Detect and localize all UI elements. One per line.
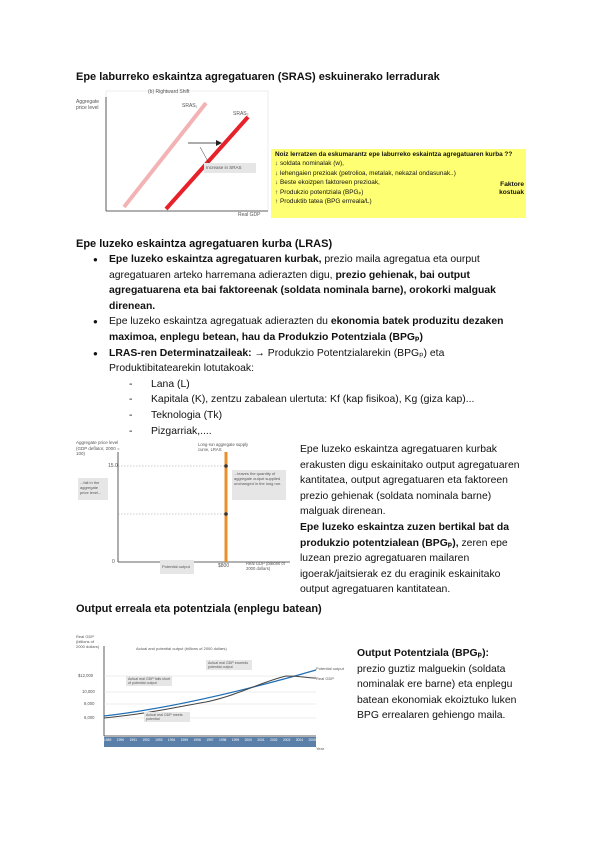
bullet2-text1: Epe luzeko eskaintza agregatuak adierazten du — [109, 316, 331, 328]
lras-bullet-2 — [109, 314, 529, 345]
lras-figure — [76, 440, 294, 578]
sras-plot-area — [106, 91, 268, 211]
year-label: 1998 — [219, 738, 227, 742]
output-title: Output erreala eta potentziala (enplegu batean) — [76, 603, 322, 615]
year-label: 2004 — [295, 738, 304, 742]
lras-y-label: Aggregate price level (GDP deflator, 2000 = 100) — [76, 440, 120, 456]
shift-label: Increase in SRAS — [206, 165, 242, 170]
sras-note-item: ↑ Produkzio potentziala (BPGₚ) — [275, 188, 364, 196]
year-label: 2000 — [244, 738, 252, 742]
year-label: 2001 — [257, 738, 265, 742]
subitem: - Teknologia (Tk) — [129, 408, 529, 424]
annotation-1: Actual real GDP exceeds potential output — [208, 661, 249, 669]
sras-note-item: ↓ lehengaien prezioak (petrolioa, metalak, nekazal ondasunak..) — [275, 169, 456, 177]
output-y-tick: 10,000 — [82, 689, 95, 694]
lras-side-text — [300, 442, 530, 598]
output-y-tick: $12,000 — [78, 673, 94, 678]
bullet1-bold1: Epe luzeko eskaintza agregatuaren kurbak, — [109, 254, 322, 265]
year-label: 1997 — [206, 738, 214, 742]
subitem: - Kapitala (K), zentzu zabalean ulertuta: Kf (kap fisikoa), Kg (giza kap)... — [129, 392, 529, 408]
year-labels — [104, 738, 316, 742]
lras-bullet-1 — [109, 252, 529, 314]
year-label: 2005 — [308, 738, 316, 742]
year-label: 1994 — [167, 738, 176, 742]
lras-side-p1: Epe luzeko eskaintza agregatuaren kurbak erakusten digu eskainitako output agregatuaren kantitatea, output agregatuaren eta faktoreen prezio gehienak (soldata nominala barne) malguak direnean. — [300, 444, 520, 518]
sras-note-title: Noiz lerratzen da eskumarantz epe laburreko eskaintza agregatuaren kurba ?? — [275, 151, 513, 158]
lras-graph — [76, 440, 294, 578]
lras-x-label: Real GDP (billions of 2000 dollars) — [246, 561, 285, 571]
lras-curve-label: Long-run aggregate supply curve, LRAS — [198, 442, 249, 452]
year-label: 1999 — [231, 738, 240, 742]
lras-origin: 0 — [112, 559, 115, 565]
bullet3-bold: LRAS-ren Determinatzaileak: — [109, 347, 252, 359]
lras-side-p2: zeren epe luzean prezio agregatuaren mailaren igoerak/jaitsierak ez du eraginik eskainitako output agregatuaren kantitatean. — [300, 537, 508, 596]
sras2-label: SRAS₂ — [233, 111, 249, 117]
lras-title: Epe luzeko eskaintza agregatuaren kurba (LRAS) — [76, 238, 333, 250]
bullet1-bold2: prezio gehienak, bai output agregatuarena eta bai faktoreenak (soldata nominala barne), orokorki malguak direnean. — [109, 269, 496, 312]
sras-graph — [76, 89, 270, 219]
sras1-label: SRAS₁ — [182, 103, 198, 109]
annotation-2: Actual real GDP falls short of potential output — [128, 677, 171, 685]
sras-note-box — [271, 149, 526, 218]
year-label: 1990 — [116, 738, 125, 742]
lras-note-right: ...leaves the quantity of aggregate output supplied unchanged in the long run. — [234, 471, 282, 486]
sras-title: Epe laburreko eskaintza agregatuaren (SRAS) eskuinerako lerradurak — [76, 71, 440, 83]
year-label: 1993 — [155, 738, 163, 742]
output-graph — [76, 634, 346, 754]
potential-label: Potential output — [316, 666, 344, 671]
output-y-label: Real GDP (billions of 2000 dollars) — [76, 634, 100, 649]
output-side-title: Output Potentziala (BPGₚ): — [357, 648, 490, 659]
lras-body — [109, 252, 529, 439]
sras-y-label: Aggregate price level — [76, 99, 100, 111]
bullet1-text1: prezio maila agregatua eta ourput agregatuaren arteko harremana adierazten digu, — [109, 254, 480, 281]
output-side-body: prezio guztiz malguekin (soldata nominalak ere barne) eta enplegu batean ekonomiak ekoiztuko luken BPG errealaren gehiengo maila. — [357, 663, 517, 722]
lras-bullet-3 — [109, 346, 529, 377]
year-label: 1991 — [129, 738, 137, 742]
lras-note-bottom: Potential output — [162, 564, 190, 569]
output-top-label: Actual and potential output (billions of 2000 dollars) — [136, 646, 227, 651]
output-y-tick: 6,000 — [84, 715, 95, 720]
year-label: 1996 — [193, 738, 201, 742]
annotation-3: Actual real GDP meets potential — [146, 713, 183, 721]
output-x-label: Year — [316, 746, 325, 751]
sras-note-side: Faktore kostuak — [499, 181, 524, 196]
bullet2-bold1: ekonomia batek produzitu dezaken maximoa, enplegu betean, hau da Produkzio Potentziala (BPGₚ) — [109, 316, 504, 343]
subitem: - Lana (L) — [129, 377, 529, 393]
sras-figure — [76, 89, 270, 219]
sras-x-label: Real GDP — [238, 212, 261, 218]
year-label: 2002 — [270, 738, 278, 742]
lras-side-bold: Epe luzeko eskaintza zuzen bertikal bat da produkzio potentzialean (BPGₚ), — [300, 521, 510, 549]
output-y-tick: 8,000 — [84, 701, 95, 706]
sras-note-item: ↓ soldata nominalak (w), — [275, 160, 344, 168]
lras-x-mark: $800 — [218, 563, 230, 569]
year-label: 1995 — [180, 738, 189, 742]
lras-point-b — [224, 512, 228, 516]
output-figure — [76, 634, 346, 754]
real-gdp-label: Real GDP — [316, 676, 335, 681]
output-side-text — [357, 646, 529, 724]
lras-y-top: 15.0 — [108, 463, 118, 469]
year-label: 1992 — [142, 738, 150, 742]
sras-note-item: ↓ Beste ekoizpen faktoreen prezioak, — [275, 179, 380, 187]
year-label: 1989 — [104, 738, 112, 742]
bullet3-text: → Produkzio Potentzialarekin (BPGₚ) eta Produktibitatearekin lotutakoak: — [109, 347, 445, 375]
lras-subitems — [109, 377, 529, 439]
year-label: 2003 — [282, 738, 291, 742]
sras-panel-label: (b) Rightward Shift — [148, 89, 190, 95]
lras-point-a — [224, 464, 228, 468]
sras-note-item: ↑ Produktib tatea (BPG errreala/L) — [275, 198, 372, 206]
lras-note-left: ...fall in the aggregate price level... — [80, 480, 102, 495]
subitem: - Pizgarriak,.... — [129, 424, 529, 440]
